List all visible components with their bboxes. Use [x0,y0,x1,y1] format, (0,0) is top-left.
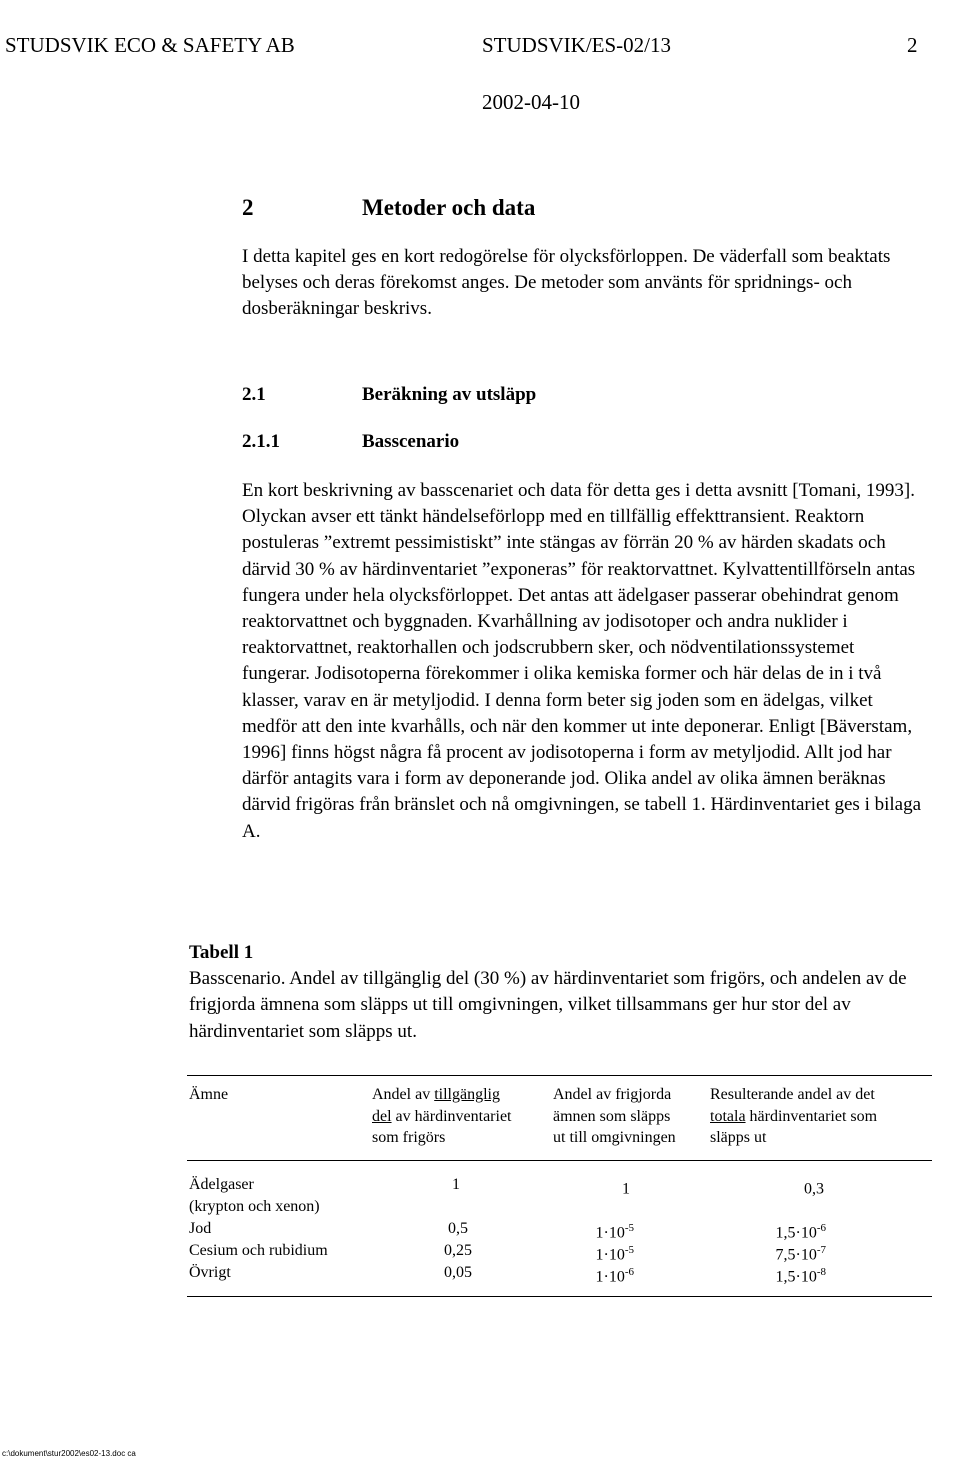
section-number: 2 [242,195,254,220]
table-bottom-rule [187,1296,932,1297]
table-row-name: Cesium och rubidium [189,1242,328,1259]
subsection-number: 2.1 [242,384,266,405]
table-cell-available: 0,25 [444,1242,472,1259]
table-cell-available: 0,5 [448,1220,468,1237]
table-cell-available: 1 [452,1176,460,1193]
table-header-released-fraction: Andel av frigjorda ämnen som släpps ut till omgivningen [553,1086,676,1146]
table-cell-available: 0,05 [444,1264,472,1281]
table-cell-resulting: $1,5\cdot 10^{-6}$ [775,1222,826,1242]
table-cell-released: $1\cdot 10^{-5}$ [595,1222,634,1242]
table-header-rule [187,1160,932,1161]
section-intro: I detta kapitel ges en kort redogörelse för olycksförloppen. De väderfall som beaktats belyses och deras förekomst anges. De metoder som använts för spridnings- och dosberäkningar beskrivs. [242,246,891,320]
table-header-available-fraction: Andel av tillgänglig del av härdinventariet som frigörs [372,1086,512,1146]
table-row-name-detail: (krypton och xenon) [189,1198,320,1215]
section-title: Metoder och data [362,195,536,220]
footer-file-path: c:\dokument\stur2002\es02-13.doc ca [2,1449,136,1458]
header-company: STUDSVIK ECO & SAFETY AB [5,33,295,57]
header-date: 2002-04-10 [482,90,580,114]
header-doc-id: STUDSVIK/ES-02/13 [482,33,672,57]
table-cell-resulting: $7,5\cdot 10^{-7}$ [775,1244,826,1264]
table-cell-released: 1 [622,1180,630,1198]
table-top-rule [187,1075,932,1076]
subsubsection-title: Basscenario [362,431,460,452]
table-caption-block [189,940,919,1045]
table-header-resulting-fraction: Resulterande andel av det totala härdinventariet som släpps ut [710,1086,878,1146]
table-cell-released: $1\cdot 10^{-5}$ [595,1244,634,1264]
subsubsection-number: 2.1.1 [242,431,280,452]
table-caption: Basscenario. Andel av tillgänglig del (30 %) av härdinventariet som frigörs, och andelen av de frigjorda ämnena som släpps ut till omgivningen, vilket tillsammans ger hur stor del av härdinventariet som släpps ut. [189,968,907,1042]
table-row-name: Jod [189,1220,212,1237]
table-header-substance: Ämne [189,1086,229,1103]
table-label: Tabell 1 [189,942,254,963]
table-row-name: Övrigt [189,1264,231,1281]
table-row-name: Ädelgaser [189,1176,254,1193]
basscenario-body: En kort beskrivning av basscenariet och data för detta ges i detta avsnitt [Tomani, 1993]. Olyckan avser ett tänkt händelseförlopp med en tillfällig effekttransient. Reaktorn postuleras ”extremt pessimistiskt” inte stängas av förrän 20 % av härden skadats och därvid 30 % av härdinventariet ”exponeras” för reaktorvattnet. Kylvattentillförseln antas fungera under hela olycksförloppet. Det antas att ädelgaser passerar obehindrat genom reaktorvattnet och byggnaden. Kvarhållning av jodisotoper och andra nuklider i reaktorvattnet, reaktorhallen och jodscrubbern sker, och nödventilationssystemet fungerar. Jodisotoperna förekommer i olika kemiska former och här delas de in i två klasser, varav en är metyljodid. I denna form beter sig joden som en ädelgas, vilket medför att den inte kvarhålls, och när den kommer ut inte deponerar. Enligt [Bäverstam, 1996] finns högst några få procent av jodisotoperna i form av metyljodid. Allt jod har därför antagits vara i form av deponerande jod. Olika andel av olika ämnen beräknas därvid frigöras från bränslet och nå omgivningen, se tabell 1. Härdinventariet ges i bilaga A. [242,480,922,842]
table-cell-released: $1\cdot 10^{-6}$ [595,1266,634,1286]
table-cell-resulting: 0,3 [804,1180,824,1198]
table-cell-resulting: $1,5\cdot 10^{-8}$ [775,1266,826,1286]
subsection-title: Beräkning av utsläpp [362,384,537,405]
page-number: 2 [907,33,918,57]
